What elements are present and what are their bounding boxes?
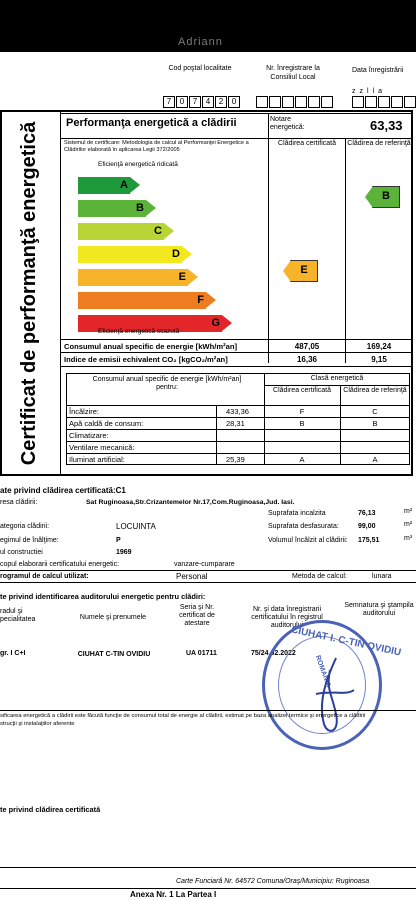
- energy-bar-f: F: [78, 292, 206, 309]
- categoria-value: LOCUINTA: [116, 522, 156, 531]
- cod-postal-label: Cod poştal localitate: [168, 65, 232, 72]
- unit-m3: m³: [404, 535, 413, 542]
- anexa-label: Anexa Nr. 1 La Partea I: [130, 890, 217, 899]
- date-box-letters: zzlla: [352, 88, 387, 95]
- digit-box: 7: [163, 96, 175, 108]
- regim-label: egimul de înălţime:: [0, 537, 59, 544]
- supr-desf-value: 99,00: [358, 523, 376, 530]
- empty-box: [295, 96, 307, 108]
- auditor-section-title: te privind identificarea auditorului energetic pentru clădiri:: [0, 592, 206, 601]
- nota-value: 63,33: [370, 118, 403, 133]
- divider: [66, 429, 410, 430]
- auditor-grad: gr. I C+I: [0, 650, 26, 657]
- label-eficienta-ridicata: Eficienţă energetică ridicată: [98, 161, 178, 168]
- supr-inc-value: 76,13: [358, 510, 376, 517]
- divider: [60, 339, 413, 340]
- consum-ref-value: 169,24: [366, 342, 392, 351]
- divider: [216, 405, 217, 465]
- divider: [0, 710, 416, 711]
- energy-bar-a: A: [78, 177, 130, 194]
- adresa-label: resa clădirii:: [0, 499, 38, 506]
- bottom-section-title: te privind clădirea certificată: [0, 805, 101, 814]
- digit-box: 0: [228, 96, 240, 108]
- digit-box: 4: [202, 96, 214, 108]
- empty-box: [269, 96, 281, 108]
- footnote-1: sificarea energetică a clădirii este făcută funcţie de consumul total de energie al clădirii, estimat pe baza analizei termice şi energetice a clădirii: [0, 713, 366, 719]
- categoria-label: ategoria clădirii:: [0, 523, 50, 530]
- auditor-col-semnatura: Semnatura şi ştampila auditorului: [344, 602, 414, 617]
- divider: [60, 113, 413, 114]
- divider: [0, 867, 416, 868]
- data-inregistrarii-label: Data înregistrării: [352, 67, 404, 74]
- program-label: rogramul de calcul utilizat:: [0, 573, 89, 580]
- empty-box: [378, 96, 390, 108]
- divider: [60, 138, 413, 139]
- signature-image: [296, 650, 366, 740]
- watermark-text: Adriann: [178, 36, 223, 48]
- divider: [264, 385, 410, 386]
- an-value: 1969: [116, 549, 132, 556]
- divider: [0, 582, 416, 583]
- breakdown-col-cert: Clădirea certificată: [273, 387, 331, 394]
- empty-box: [391, 96, 403, 108]
- adresa-value: Sat Ruginoasa,Str.Crizantemelor Nr.17,Com.Ruginoasa,Jud. Iasi.: [86, 499, 295, 506]
- auditor-col-serie: Seria şi Nr. certificat de atestare: [179, 604, 215, 627]
- footnote-2: strucţii şi instalaţiilor aferente: [0, 721, 75, 727]
- top-dark-band: [0, 0, 416, 52]
- breakdown-head: Consumul anual specific de energie [kWh/m²an] pentru:: [92, 376, 242, 391]
- empty-box: [282, 96, 294, 108]
- empty-box: [321, 96, 333, 108]
- empty-box: [352, 96, 364, 108]
- energy-bar-d: D: [78, 246, 182, 263]
- divider: [60, 352, 413, 353]
- auditor-col-nume: Numele şi prenumele: [79, 614, 147, 621]
- program-value: Personal: [176, 572, 208, 581]
- referinta-class-flag: B: [372, 186, 400, 208]
- digit-box: 7: [189, 96, 201, 108]
- date-boxes: [352, 96, 416, 107]
- scop-label: copul elaborarii certificatului energetic:: [0, 561, 120, 568]
- auditor-col-grad: radul şi pecialitatea: [0, 608, 36, 623]
- col-certificata: Clădirea certificată: [278, 140, 336, 147]
- emisii-label: Indice de emisii echivalent CO₂ [kgCO₂/m²an]: [64, 355, 228, 364]
- nota-label: Notare energetică:: [270, 116, 305, 131]
- empty-box: [256, 96, 268, 108]
- auditor-nume: CIUHAT C-TIN OVIDIU: [77, 651, 151, 658]
- energy-bar-b: B: [78, 200, 146, 217]
- divider: [60, 366, 413, 367]
- emisii-ref-value: 9,15: [371, 355, 387, 364]
- details-section-title: ate privind clădirea certificată:C1: [0, 486, 126, 495]
- breakdown-col-ref: Clădirea de referinţă: [343, 387, 407, 394]
- digit-box: 2: [215, 96, 227, 108]
- carte-funciara: Carte Funciară Nr. 64572 Comuna/Oraş/Municipiu: Ruginoasa: [176, 878, 370, 885]
- auditor-col-nr: Nr. şi data înregistrarii certificatului în registrul auditorului: [251, 606, 323, 629]
- auditor-serie: UA 01711: [186, 650, 217, 657]
- regim-value: P: [116, 537, 121, 544]
- divider: [264, 373, 265, 465]
- clasa-energetica-head: Clasă energetică: [310, 375, 364, 382]
- digit-box: 0: [176, 96, 188, 108]
- empty-box: [308, 96, 320, 108]
- energy-bar-c: C: [78, 223, 164, 240]
- divider: [66, 417, 410, 418]
- emisii-cert-value: 16,36: [296, 355, 318, 364]
- consum-label: Consumul anual specific de energie [kWh/m²an]: [64, 342, 237, 351]
- an-label: ul constructiei: [0, 549, 43, 556]
- unit-m2: m²: [404, 508, 413, 515]
- divider: [345, 138, 346, 363]
- cod-postal-boxes: [163, 96, 241, 107]
- unit-m2: m²: [404, 521, 413, 528]
- divider: [268, 113, 269, 363]
- volum-value: 175,51: [358, 537, 380, 544]
- metoda-value: lunara: [372, 573, 392, 580]
- side-title: Certificat de performanţă energetică: [18, 121, 41, 465]
- divider: [66, 441, 410, 442]
- empty-box: [365, 96, 377, 108]
- consum-cert-value: 487,05: [294, 342, 320, 351]
- auditor-nr-data: 75/24.02.2022: [251, 650, 296, 657]
- divider: [0, 570, 416, 571]
- nr-inregistrare-label: Nr. înregistrare la Consiliul Local: [266, 65, 320, 81]
- stamp-inner-text: ROMANIA: [313, 654, 332, 689]
- empty-box: [404, 96, 416, 108]
- certificata-class-flag: E: [290, 260, 318, 282]
- stamp-ring-text: CIUHAT I. C-TIN OVIDIU: [290, 624, 402, 659]
- col-referinta: Clădirea de referinţă: [347, 140, 411, 147]
- supr-desf-label: Suprafata desfasurata:: [268, 523, 339, 530]
- volum-label: Volumul încălzit al clădirii:: [268, 537, 348, 544]
- divider: [66, 405, 410, 406]
- divider: [66, 453, 410, 454]
- system-note: Sistemul de certificare: Metodologia de calcul al Performanţei Energetice a Clădirilor elaborată în aplicarea Legii 372/2005: [64, 140, 249, 153]
- label-eficienta-scazuta: Eficienţă energetică scazută: [98, 328, 180, 335]
- nr-inregistrare-boxes: [256, 96, 334, 107]
- energy-bar-e: E: [78, 269, 188, 286]
- divider: [60, 110, 61, 476]
- supr-inc-label: Suprafata incalzita: [268, 510, 326, 517]
- scop-value: vanzare-cumparare: [174, 561, 235, 568]
- performance-title: Performanţa energetică a clădirii: [66, 117, 237, 129]
- divider: [0, 888, 416, 889]
- metoda-label: Metoda de calcul:: [292, 573, 347, 580]
- energy-bar-g: G: [78, 315, 222, 332]
